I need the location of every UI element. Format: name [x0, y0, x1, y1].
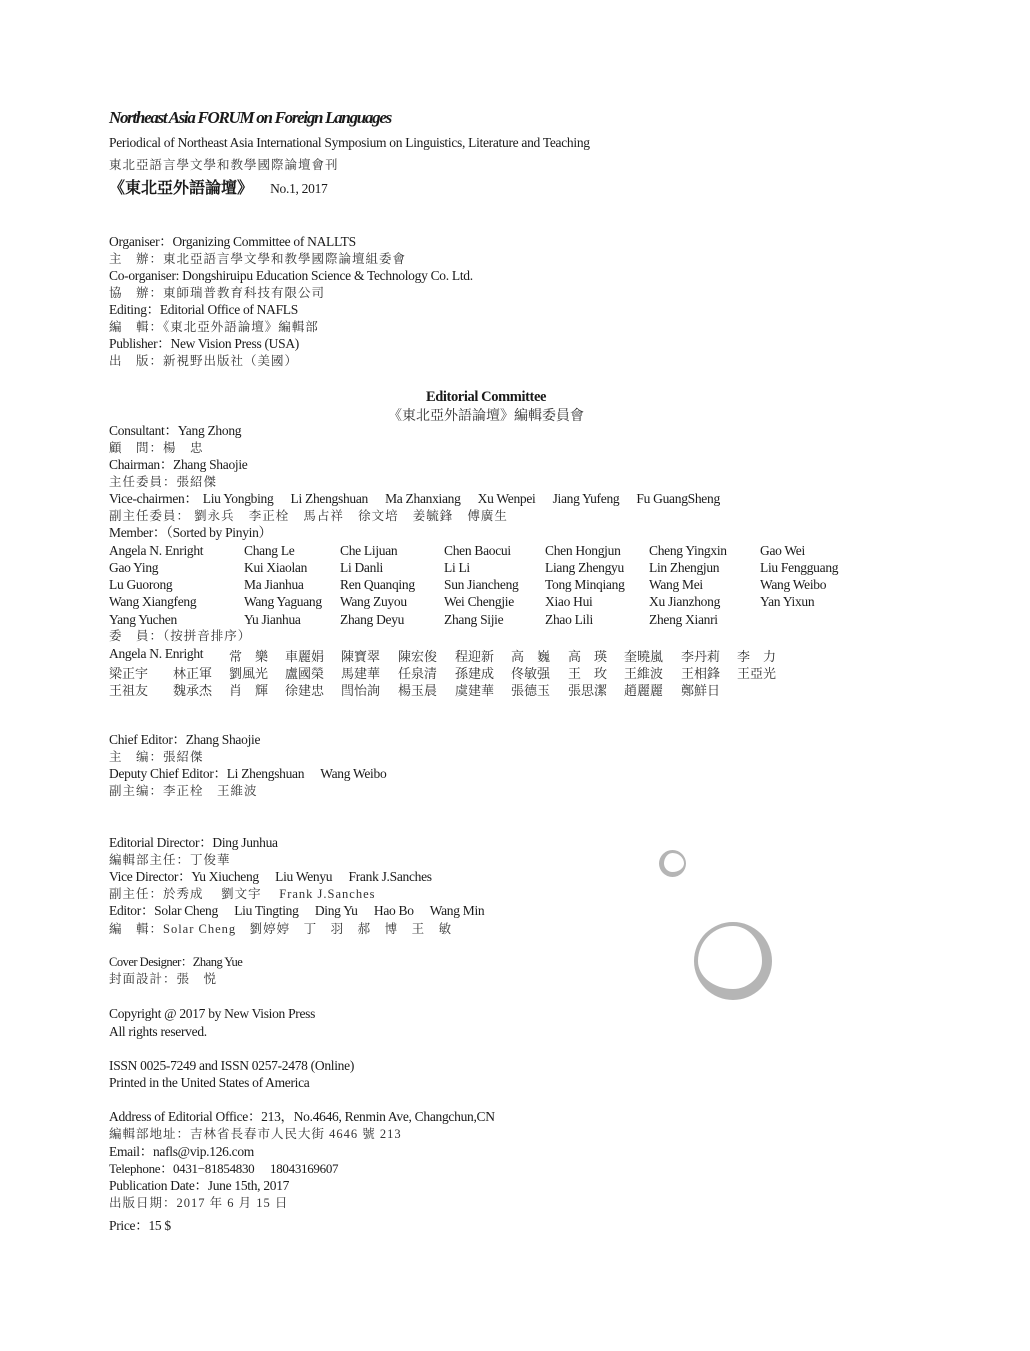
deputy-chief-editor-cn: 副主编：李正栓 王維波	[109, 784, 258, 798]
member-name: Ren Quanqing	[340, 577, 415, 592]
member-name-cn: 任泉清	[398, 666, 438, 681]
publication-date-cn: 出版日期：2017 年 6 月 15 日	[109, 1196, 289, 1210]
vice-chairman: Xu Wenpei	[477, 491, 536, 506]
member-name-cn: 魏承杰	[173, 683, 213, 698]
vice-chairman-cn: 馬占祥	[303, 509, 344, 523]
committee-heading-en: Editorial Committee	[425, 389, 547, 405]
consultant-en: Consultant：Yang Zhong	[109, 423, 242, 438]
member-name-cn: 劉風光	[229, 666, 269, 681]
vice-director-cn: 副主任：於秀成 劉文宇 Frank J.Sanches	[109, 887, 376, 901]
member-name-cn: 陳寶翠	[341, 649, 381, 664]
journal-subtitle-en: Periodical of Northeast Asia International Symposium on Linguistics, Literature and Teaching	[109, 135, 590, 150]
chief-editor-en: Chief Editor：Zhang Shaojie	[109, 732, 261, 747]
member-name-cn: 林正軍	[173, 666, 213, 681]
member-name-cn: 盧國榮	[285, 666, 325, 681]
member-name: Angela N. Enright	[109, 543, 204, 558]
member-name-cn: 王祖友	[109, 683, 149, 698]
vice-chairman: Li Zhengshuan	[290, 491, 368, 506]
member-name-cn: 徐建忠	[285, 683, 325, 698]
member-name: Gao Ying	[109, 560, 159, 575]
member-name: Li Li	[444, 560, 470, 575]
member-name: Tong Minqiang	[545, 577, 625, 592]
editing-en: Editing：Editorial Office of NAFLS	[109, 302, 298, 317]
chairman-en: Chairman：Zhang Shaojie	[109, 457, 248, 472]
vice-chairmen-cn	[109, 508, 508, 524]
member-name: Xiao Hui	[545, 594, 593, 609]
printed-in: Printed in the United States of America	[109, 1075, 310, 1090]
member-name: Gao Wei	[760, 543, 805, 558]
member-name: Wang Weibo	[760, 577, 827, 592]
member-name-cn: 閆怡詢	[341, 683, 381, 698]
editor-cn: 編 輯：Solar Cheng 劉婷婷 丁 羽 郝 博 王 敏	[109, 922, 453, 936]
member-name: Yang Yuchen	[109, 612, 177, 627]
member-label-en: Member：（Sorted by Pinyin）	[109, 525, 272, 540]
member-name: Lin Zhengjun	[649, 560, 720, 575]
decorative-ring-large	[694, 922, 772, 1000]
cover-designer-cn: 封面設計：張 悦	[109, 972, 218, 986]
member-name-cn: 高 瑛	[568, 649, 608, 664]
journal-name-cn: 《東北亞外語論壇》	[109, 180, 254, 197]
journal-subtitle-cn: 東北亞語言學文學和教學國際論壇會刊	[109, 158, 339, 172]
member-name: Zhang Sijie	[444, 612, 504, 627]
member-label-cn: 委 員：（按拼音排序）	[109, 629, 252, 643]
telephone: Telephone：0431−81854830 18043169607	[109, 1161, 339, 1176]
member-name-cn: Angela N. Enright	[109, 646, 204, 661]
vice-chairman: Liu Yongbing	[202, 491, 274, 506]
vice-chairmen-label-cn: 副主任委員：	[109, 509, 191, 523]
address-cn: 編輯部地址：吉林省長春市人民大街 4646 號 213	[109, 1127, 402, 1141]
issn: ISSN 0025-7249 and ISSN 0257-2478 (Online)	[109, 1058, 355, 1073]
member-name-cn: 鄭鮮日	[681, 683, 721, 698]
member-name-cn: 王維波	[624, 666, 664, 681]
email: Email：nafls@vip.126.com	[109, 1144, 255, 1159]
member-name-cn: 王 玫	[568, 666, 608, 681]
publication-date-en: Publication Date：June 15th, 2017	[109, 1178, 290, 1193]
member-name: Wang Mei	[649, 577, 703, 592]
member-name-cn: 張德玉	[511, 683, 551, 698]
vice-chairman-cn: 劉永兵	[194, 509, 235, 523]
member-name-cn: 李丹莉	[681, 649, 721, 664]
editorial-director-en: Editorial Director：Ding Junhua	[109, 835, 278, 850]
member-name-cn: 奎曉嵐	[624, 649, 664, 664]
member-name-cn: 車麗娟	[285, 649, 325, 664]
coorganiser-en: Co-organiser: Dongshiruipu Education Science & Technology Co. Ltd.	[109, 268, 473, 283]
price: Price：15 $	[109, 1218, 171, 1233]
vice-chairman-cn: 李正栓	[248, 509, 290, 523]
editing-cn: 編 輯：《東北亞外語論壇》編輯部	[109, 320, 319, 334]
member-name: Zhao Lili	[545, 612, 593, 627]
member-name-cn: 張思潔	[568, 683, 608, 698]
member-name: Chang Le	[244, 543, 295, 558]
member-name: Wang Zuyou	[340, 594, 407, 609]
member-name: Chen Hongjun	[545, 543, 621, 558]
member-name: Cheng Yingxin	[649, 543, 727, 558]
chief-editor-cn: 主 编：張紹傑	[109, 750, 204, 764]
publisher-cn: 出 版：新視野出版社（美國）	[109, 354, 299, 368]
vice-chairman: Fu GuangSheng	[636, 491, 720, 506]
deputy-chief-editor-en: Deputy Chief Editor：Li Zhengshuan Wang Weibo	[109, 766, 387, 781]
member-name: Liang Zhengyu	[545, 560, 624, 575]
member-name: Wei Chengjie	[444, 594, 514, 609]
vice-chairman-cn: 徐文培	[358, 509, 399, 523]
member-name: Zheng Xianri	[649, 612, 718, 627]
organiser-en: Organiser：Organizing Committee of NALLTS	[109, 234, 356, 249]
cover-designer-en: Cover Designer：Zhang Yue	[109, 955, 243, 969]
member-name-cn: 佟敏强	[511, 666, 551, 681]
vice-chairman-cn: 姜毓鋒	[412, 509, 454, 523]
member-name: Yu Jianhua	[244, 612, 301, 627]
member-name-cn: 馬建華	[341, 666, 381, 681]
decorative-ring-small	[659, 850, 686, 877]
member-name-cn: 王亞光	[737, 666, 777, 681]
member-name-cn: 高 巍	[511, 649, 551, 664]
member-name-cn: 趙麗麗	[624, 683, 664, 698]
editor-en: Editor：Solar Cheng Liu Tingting Ding Yu Hao Bo Wang Min	[109, 903, 485, 918]
member-name-cn: 王相鋒	[681, 666, 721, 681]
member-name: Wang Xiangfeng	[109, 594, 197, 609]
member-name: Zhang Deyu	[340, 612, 405, 627]
address-en: Address of Editorial Office：213，No.4646, Renmin Ave, Changchun,CN	[109, 1109, 495, 1124]
member-name: Lu Guorong	[109, 577, 173, 592]
member-name: Liu Fengguang	[760, 560, 839, 575]
vice-chairman: Jiang Yufeng	[552, 491, 620, 506]
member-name-cn: 常 樂	[229, 649, 269, 664]
member-name: Wang Yaguang	[244, 594, 322, 609]
committee-heading-cn: 《東北亞外語論壇》編輯委員會	[388, 409, 584, 424]
member-name: Chen Baocui	[444, 543, 511, 558]
member-name: Yan Yixun	[760, 594, 815, 609]
member-name-cn: 肖 輝	[229, 683, 269, 698]
member-name-cn: 陳宏俊	[398, 649, 438, 664]
journal-name-line	[109, 181, 327, 197]
journal-title: Northeast Asia FORUM on Foreign Languages	[109, 108, 391, 127]
rights-reserved: All rights reserved.	[109, 1024, 207, 1039]
vice-chairmen-en	[109, 491, 720, 507]
member-name-cn: 楊玉晨	[398, 683, 438, 698]
member-name-cn: 虞建華	[455, 683, 495, 698]
consultant-cn: 顧 問：楊 忠	[109, 441, 204, 455]
vice-chairman: Ma Zhanxiang	[385, 491, 461, 506]
member-name-cn: 程迎新	[455, 649, 495, 664]
member-name: Kui Xiaolan	[244, 560, 308, 575]
member-name-cn: 孫建成	[455, 666, 495, 681]
member-name: Sun Jiancheng	[444, 577, 519, 592]
publisher-en: Publisher：New Vision Press (USA)	[109, 336, 299, 351]
copyright: Copyright @ 2017 by New Vision Press	[109, 1006, 316, 1021]
coorganiser-cn: 協 辦：東師瑞普教育科技有限公司	[109, 286, 326, 300]
member-name: Xu Jianzhong	[649, 594, 721, 609]
organiser-cn: 主 辦：東北亞語言學文學和教學國際論壇組委會	[109, 252, 407, 266]
member-name: Li Danli	[340, 560, 383, 575]
vice-chairmen-label: Vice-chairmen：	[109, 491, 198, 506]
member-name-cn: 李 力	[737, 649, 777, 664]
member-name: Che Lijuan	[340, 543, 398, 558]
issue-number: No.1, 2017	[270, 181, 328, 196]
editorial-director-cn: 編輯部主任：丁俊華	[109, 853, 231, 867]
chairman-cn: 主任委員：張紹傑	[109, 475, 218, 489]
member-name-cn: 梁正宇	[109, 666, 149, 681]
vice-director-en: Vice Director：Yu Xiucheng Liu Wenyu Frank J.Sanches	[109, 869, 432, 884]
member-name: Ma Jianhua	[244, 577, 304, 592]
vice-chairman-cn: 傅廣生	[467, 509, 508, 523]
